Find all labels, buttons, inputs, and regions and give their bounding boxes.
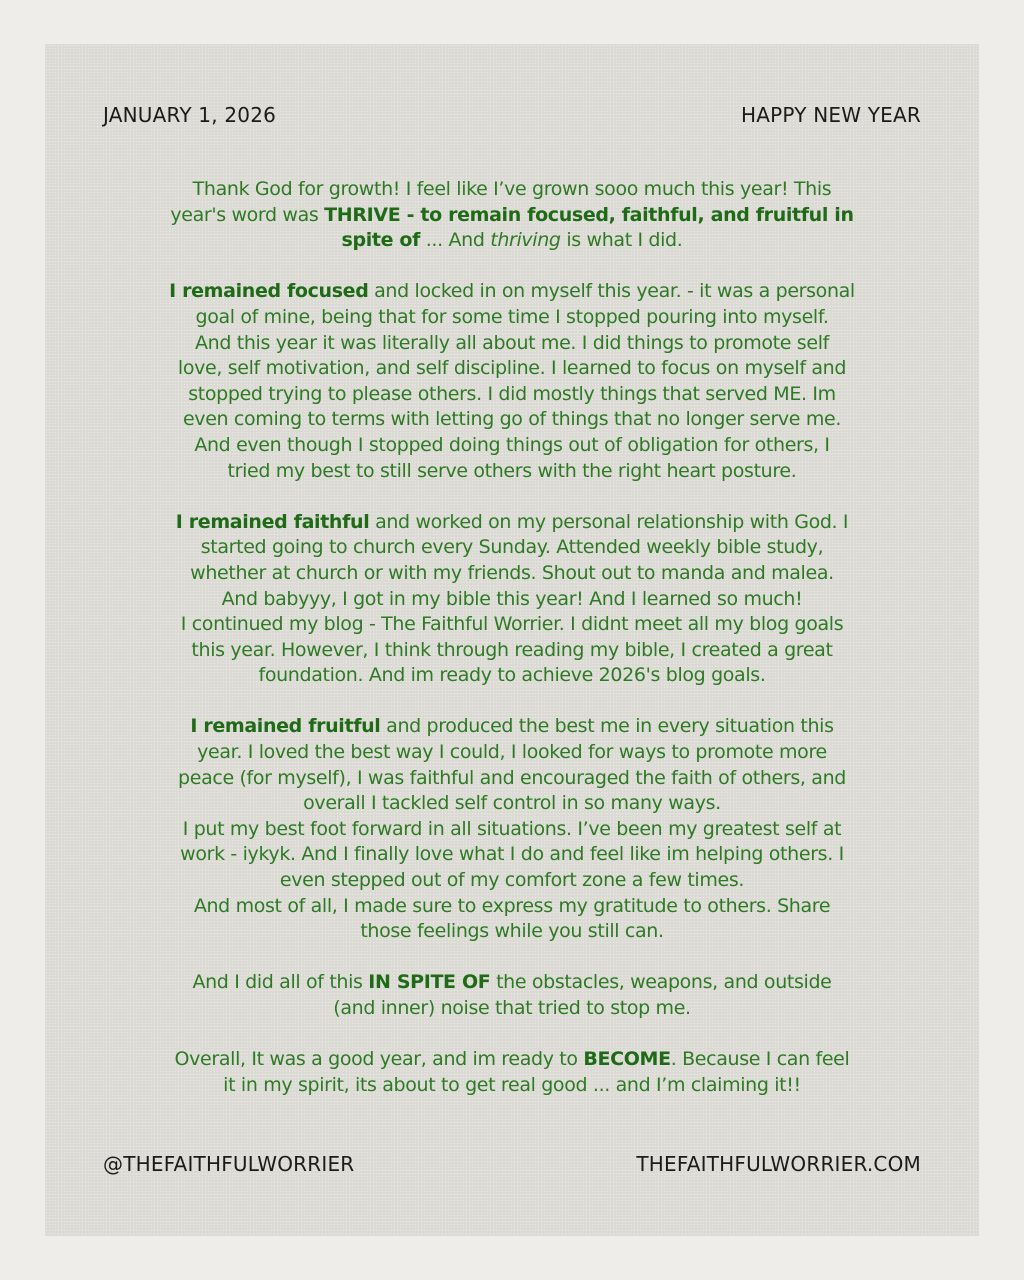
text-line: overall I tackled self control in so many ways. [303,792,721,815]
website-url: THEFAITHFULWORRIER.COM [636,1152,921,1176]
text-line: even stepped out of my comfort zone a few times. [279,869,745,892]
word-of-year-emphasis: spite of [341,229,421,252]
text-line: work - iykyk. And I finally love what I do and feel like im helping others. I [180,843,844,866]
text-line: whether at church or with my friends. Shout out to manda and malea. [190,561,834,584]
text-line: (and inner) noise that tried to stop me. [333,997,691,1019]
text-line: love, self motivation, and self discipline. I learned to focus on myself and [177,357,847,380]
paragraph-fruitful [103,714,921,944]
text-segment: is what I did. [560,229,683,252]
text-line: this year. However, I think through reading my bible, I created a great [191,638,833,661]
text-line: And babyyy, I got in my bible this year! And I learned so much! [221,587,803,610]
paragraph-intro [103,177,921,254]
greeting-heading: HAPPY NEW YEAR [741,103,921,127]
text-segment: . Because I can feel [670,1048,850,1071]
focused-emphasis: I remained focused [169,280,369,303]
text-segment: ... And [420,229,491,252]
journal-card [45,44,979,1236]
journal-body [103,177,921,1124]
italic-word: thriving [490,229,561,252]
text-line: it in my spirit, its about to get real good ... and I’m claiming it!! [223,1073,801,1096]
text-line: stopped trying to please others. I did mostly things that served ME. Im [188,382,836,405]
text-line [103,970,921,996]
text-line: And this year it was literally all about me. I did things to promote self [195,331,829,354]
paragraph-closing [103,1047,921,1098]
paragraph-faithful [103,510,921,689]
text-line [103,203,921,229]
text-line: I continued my blog - The Faithful Worrier. I didnt meet all my blog goals [180,613,844,636]
word-of-year-emphasis: THRIVE - to remain focused, faithful, and fruitful in [324,203,854,226]
text-line: even coming to terms with letting go of things that no longer serve me. [182,408,842,431]
text-line: tried my best to still serve others with the right heart posture. [227,459,797,482]
text-line [103,714,921,740]
text-segment: And I did all of this [192,971,369,994]
text-line [103,1047,921,1073]
text-segment: and worked on my personal relationship with God. I [369,510,849,533]
text-line: goal of mine, being that for some time I stopped pouring into myself. [195,305,829,328]
text-line: Thank God for growth! I feel like I’ve grown sooo much this year! This [192,178,832,200]
text-line: I put my best foot forward in all situations. I’ve been my greatest self at [182,817,842,840]
paragraph-in-spite-of [103,970,921,1021]
in-spite-of-emphasis: IN SPITE OF [368,971,491,994]
text-segment: Overall, It was a good year, and im ready to [174,1048,584,1071]
faithful-emphasis: I remained faithful [175,510,370,533]
text-line: started going to church every Sunday. Attended weekly bible study, [200,536,824,559]
date-heading: JANUARY 1, 2026 [103,103,277,127]
text-segment: year's word was [170,203,325,226]
text-line [103,510,921,536]
become-emphasis: BECOME [583,1048,671,1071]
text-line: And most of all, I made sure to express my gratitude to others. Share [193,894,831,917]
text-line [103,279,921,305]
text-line: year. I loved the best way I could, I looked for ways to promote more [197,741,827,764]
text-segment: the obstacles, weapons, and outside [490,971,832,994]
text-line: peace (for myself), I was faithful and encouraged the faith of others, and [178,766,846,789]
text-line: those feelings while you still can. [360,920,664,943]
text-line: And even though I stopped doing things out of obligation for others, I [194,433,830,456]
paragraph-focused [103,279,921,484]
text-segment: and produced the best me in every situation this [380,715,834,738]
fruitful-emphasis: I remained fruitful [190,715,381,738]
text-line: foundation. And im ready to achieve 2026's blog goals. [258,664,766,687]
social-handle: @THEFAITHFULWORRIER [103,1152,355,1176]
text-segment: and locked in on myself this year. - it was a personal [368,280,855,303]
text-line [103,228,921,254]
